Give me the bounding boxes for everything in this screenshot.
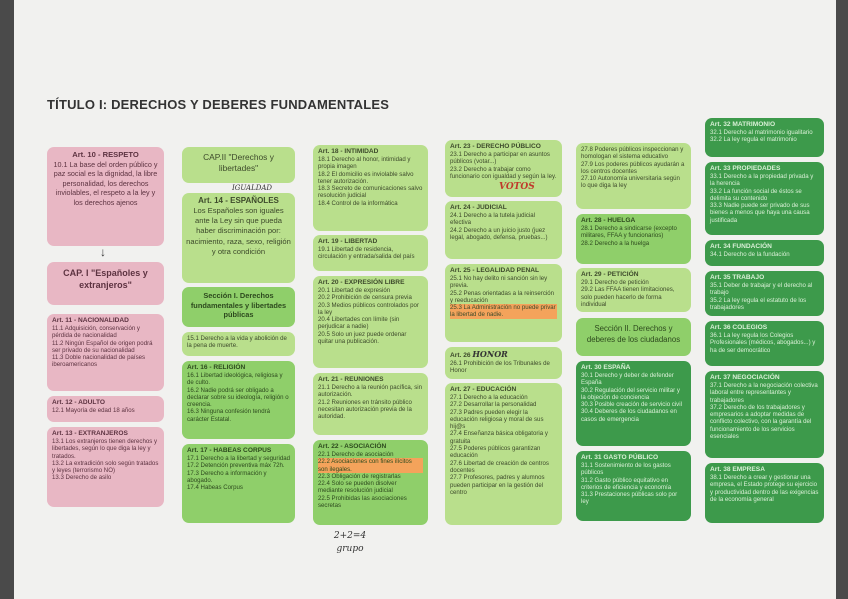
art33-line: 33.2 La función social de éstos se delimita su contenido xyxy=(710,187,802,202)
handwritten-igualdad: IGUALDAD xyxy=(232,184,273,192)
art21-heading: Art. 21 - REUNIONES xyxy=(318,376,384,383)
cap1-label: CAP. I "Españoles y extranjeros" xyxy=(63,268,148,290)
art22-line: 22.3 Obligación de registrarlas xyxy=(318,472,401,480)
art38-card xyxy=(705,463,824,523)
art13-card xyxy=(47,427,164,507)
art33-line: 33.1 Derecho a la propiedad privada y la herencia xyxy=(710,173,814,188)
art22-line: 22.1 Derecho de asociación xyxy=(318,451,394,458)
art30-line: 30.2 Regulación del servicio militar y la objeción de conciencia xyxy=(581,386,680,401)
art12-heading: Art. 12 - ADULTO xyxy=(52,399,105,406)
art16-card xyxy=(182,361,295,439)
art15-line: 15.1 Derecho a la vida y abolición de la pena de muerte. xyxy=(187,335,287,350)
art13-line: 13.1 Los extranjeros tienen derechos y libertades, según lo que diga la ley y tratados. xyxy=(52,438,158,460)
art37-heading: Art. 37 NEGOCIACIÓN xyxy=(710,374,780,381)
art36-heading: Art. 36 COLEGIOS xyxy=(710,324,768,331)
art17-line: 17.1 Derecho a la libertad y seguridad xyxy=(187,455,290,462)
art19-line: 19.1 Libertad de residencia, circulación y entrada/salida del país xyxy=(318,246,415,261)
art23-card xyxy=(445,140,562,197)
art16-heading: Art. 16 - RELIGIÓN xyxy=(187,364,246,371)
art28-card xyxy=(576,214,691,264)
art10-card xyxy=(47,147,164,246)
art17-card xyxy=(182,444,295,523)
art27-line: 27.10 Autonomía universitaria según lo que diga la ley xyxy=(581,175,680,190)
art27-line: 27.6 Libertad de creación de centros docentes xyxy=(450,459,549,474)
art33-line: 33.3 Nadie puede ser privado de sus bienes a menos que haya una causa justificada xyxy=(710,202,810,224)
art20-line: 20.2 Prohibición de censura previa xyxy=(318,294,412,302)
art30-heading: Art. 30 ESPAÑA xyxy=(581,364,631,371)
art26-heading: Art. 26 xyxy=(450,352,471,359)
art33-card xyxy=(705,162,824,235)
cap1-card xyxy=(47,262,164,305)
art17-line: 17.2 Detención preventiva máx 72h. xyxy=(187,462,285,470)
art21-line: 21.1 Derecho a la reunión pacífica, sin autorización. xyxy=(318,384,422,399)
art36-line: 36.1 La ley regula los Colegios Profesionales (médicos, abogados...) y ha de ser democrático xyxy=(710,332,816,354)
handwritten-votos: VOTOS xyxy=(499,182,535,192)
art13-line: 13.3 Derecho de asilo xyxy=(52,474,112,482)
art22-card xyxy=(313,440,428,525)
art11-heading: Art. 11 - NACIONALIDAD xyxy=(52,317,129,324)
art25-card xyxy=(445,264,562,342)
art38-heading: Art. 38 EMPRESA xyxy=(710,466,765,473)
art11-line: 11.1 Adquisición, conservación y pérdida de nacionalidad xyxy=(52,325,140,340)
art24-line: 24.2 Derecho a un juicio justo (juez legal, abogado, defensa, pruebas...) xyxy=(450,226,548,241)
art27-heading: Art. 27 - EDUCACIÓN xyxy=(450,386,517,393)
art10-text: 10.1 La base del orden público y paz social es la dignidad, la libre personalidad, los derechos inviolables, el respeto a la ley y los derechos ajenos xyxy=(53,160,158,207)
art25-line: 25.2 Penas orientadas a la reinserción y reeducación xyxy=(450,289,554,304)
section1-card xyxy=(182,287,295,327)
art20-line: 20.3 Medios públicos controlados por la ley xyxy=(318,301,419,316)
art30-card xyxy=(576,361,691,446)
art21-line: 21.2 Reuniones en tránsito público necesitan autorización previa de la autoridad. xyxy=(318,398,412,421)
art29-line: 29.2 Las FFAA tienen limitaciones, solo pueden hacerlo de forma individual xyxy=(581,286,675,308)
art37-line: 37.2 Derecho de los trabajadores y empresarios a adoptar medidas de conflicto colectivo, con la garantía del funcionamiento de los servicios esenciales xyxy=(710,403,812,441)
art20-heading: Art. 20 - EXPRESIÓN LIBRE xyxy=(318,279,405,286)
art27-line: 27.7 Profesores, padres y alumnos pueden participar en la gestión del centro xyxy=(450,474,545,496)
art24-heading: Art. 24 - JUDICIAL xyxy=(450,204,507,211)
art36-card xyxy=(705,321,824,366)
handwritten-honor: HONOR xyxy=(472,349,508,359)
art25-heading: Art. 25 - LEGALIDAD PENAL xyxy=(450,267,540,274)
art31-card xyxy=(576,451,691,521)
art31-line: 31.2 Gasto público equitativo en criterios de eficiencia y economía xyxy=(581,476,672,491)
art29-card xyxy=(576,268,691,312)
art18-line: 18.2 El domicilio es inviolable salvo tener autorización. xyxy=(318,170,414,185)
art13-heading: Art. 13 - EXTRANJEROS xyxy=(52,430,128,437)
art28-line: 28.1 Derecho a sindicarse (excepto militares, FFAA y funcionarios) xyxy=(581,225,677,240)
art35-line: 35.2 La ley regula el estatuto de los trabajadores xyxy=(710,296,807,311)
art34-card xyxy=(705,240,824,266)
art19-card xyxy=(313,235,428,271)
art30-line: 30.3 Posible creación de servicio civil xyxy=(581,401,682,409)
art18-line: 18.3 Secreto de comunicaciones salvo resolución judicial xyxy=(318,185,423,200)
art33-heading: Art. 33 PROPIEDADES xyxy=(710,165,781,172)
art21-card xyxy=(313,373,428,435)
art27-card xyxy=(445,383,562,525)
art15-card xyxy=(182,332,295,356)
art27-line: 27.5 Poderes públicos garantizan educación xyxy=(450,445,541,460)
art37-line: 37.1 Derecho a la negociación colectiva laboral entre representantes y trabajadores xyxy=(710,382,818,404)
art27-line: 27.3 Padres pueden elegir la educación religiosa y moral de sus hij@s xyxy=(450,408,544,431)
cap2-label: CAP.II "Derechos y libertades" xyxy=(203,152,274,173)
art16-line: 16.2 Nadie podrá ser obligado a declarar sobre su ideología, religión o creencia. xyxy=(187,386,289,409)
art25-line: 25.1 No hay delito ni sanción sin ley previa. xyxy=(450,275,548,290)
art28-line: 28.2 Derecho a la huelga xyxy=(581,239,650,247)
art20-line: 20.4 Libertades con límite (sin perjudicar a nadie) xyxy=(318,316,400,331)
art11-line: 11.2 Ningún Español de origen podrá ser privado de su nacionalidad xyxy=(52,339,153,354)
cap2-card xyxy=(182,147,295,183)
art24-card xyxy=(445,201,562,259)
art38-line: 38.1 Derecho a crear y gestionar una empresa, el Estado protege su ejercicio y productividad dentro de las exigencias de la economía general xyxy=(710,474,819,503)
art27-line: 27.8 Poderes públicos inspeccionan y homologan el sistema educativo xyxy=(581,146,684,161)
art27-continued-card xyxy=(576,143,691,209)
art31-heading: Art. 31 GASTO PÚBLICO xyxy=(581,454,659,461)
art32-line: 32.2 La ley regula el matrimonio xyxy=(710,136,797,144)
art32-heading: Art. 32 MATRIMONIO xyxy=(710,121,776,128)
art35-line: 35.1 Deber de trabajar y el derecho al trabajo xyxy=(710,282,813,297)
art11-card xyxy=(47,314,164,391)
handwritten-note: 2+2=4 grupo xyxy=(333,531,367,554)
art12-line: 12.1 Mayoría de edad 18 años xyxy=(52,407,135,414)
art17-heading: Art. 17 - HABEAS CORPUS xyxy=(187,447,272,454)
art10-heading: Art. 10 - RESPETO xyxy=(72,150,139,159)
art35-card xyxy=(705,271,824,316)
art30-line: 30.4 Deberes de los ciudadanos en casos de emergencia xyxy=(581,408,677,423)
art30-line: 30.1 Derecho y deber de defender España xyxy=(581,372,674,387)
art14-text: Los Españoles son iguales ante la Ley sin que pueda haber discriminación por: nacimiento, raza, sexo, religión y otra condición xyxy=(186,206,291,256)
art27-line: 27.9 Los poderes públicos ayudarán a los centros docentes xyxy=(581,160,685,175)
art20-line: 20.1 Libertad de expresión xyxy=(318,287,391,294)
art19-heading: Art. 19 - LIBERTAD xyxy=(318,238,378,245)
art16-line: 16.3 Ninguna confesión tendrá carácter Estatal. xyxy=(187,408,271,423)
art28-heading: Art. 28 - HUELGA xyxy=(581,217,636,224)
art17-line: 17.3 Derecho a información y abogado. xyxy=(187,469,267,484)
art11-line: 11.3 Doble nacionalidad de países iberoamericanos xyxy=(52,354,146,369)
art14-heading: Art. 14 - ESPAÑOLES xyxy=(198,196,279,205)
art32-card xyxy=(705,118,824,157)
page-title: TÍTULO I: DERECHOS Y DEBERES FUNDAMENTALES xyxy=(47,97,390,112)
art26-card xyxy=(445,347,562,379)
art24-line: 24.1 Derecho a la tutela judicial efectiva xyxy=(450,212,536,227)
art23-line: 23.1 Derecho a participar en asuntos públicos (votar...) xyxy=(450,151,550,166)
art26-line: 26.1 Prohibición de los Tribunales de Honor xyxy=(450,360,550,375)
art18-card xyxy=(313,145,428,231)
art18-heading: Art. 18 - INTIMIDAD xyxy=(318,148,379,155)
art23-heading: Art. 23 - DERECHO PÚBLICO xyxy=(450,143,541,150)
art32-line: 32.1 Derecho al matrimonio igualitario xyxy=(710,129,813,136)
art31-line: 31.3 Prestaciones públicas solo por ley xyxy=(581,491,678,506)
art27-line: 27.4 Enseñanza básica obligatoria y gratuita xyxy=(450,430,548,445)
art23-line: 23.2 Derecho a trabajar como funcionario con igualdad y según la ley. xyxy=(450,165,557,180)
art20-card xyxy=(313,276,428,368)
art20-line: 20.5 Solo un juez puede ordenar quitar una publicación. xyxy=(318,330,407,346)
art12-card xyxy=(47,396,164,422)
art34-heading: Art. 34 FUNDACIÓN xyxy=(710,243,772,250)
art29-heading: Art. 29 - PETICIÓN xyxy=(581,271,639,278)
art25-line-highlighted: 25.3 La Administración no puede privar la libertad de nadie. xyxy=(450,304,556,319)
down-arrow-icon: ↓ xyxy=(100,245,106,259)
art29-line: 29.1 Derecho de petición xyxy=(581,279,649,286)
art37-card xyxy=(705,371,824,458)
section1-label: Sección I. Derechos fundamentales y libertades públicas xyxy=(190,291,287,319)
art17-line: 17.4 Habeas Corpus xyxy=(187,484,243,492)
art35-heading: Art. 35 TRABAJO xyxy=(710,274,765,281)
art31-line: 31.1 Sostenimiento de los gastos públicos xyxy=(581,462,671,477)
art18-line: 18.4 Control de la informática xyxy=(318,199,398,207)
art22-heading: Art. 22 - ASOCIACIÓN xyxy=(318,443,387,450)
art22-line-highlighted: 22.2 Asociaciones con fines ilícitos son ilegales. xyxy=(318,458,423,473)
art27-line: 27.2 Desarrollar la personalidad xyxy=(450,401,537,409)
art27-line: 27.1 Derecho a la educación xyxy=(450,394,528,401)
art16-line: 16.1 Libertad ideológica, religiosa y de culto. xyxy=(187,372,283,387)
art18-line: 18.1 Derecho al honor, intimidad y propia imagen xyxy=(318,156,411,171)
section2-label: Sección II. Derechos y deberes de los ciudadanos xyxy=(586,324,681,344)
art22-line: 22.4 Solo se pueden disolver mediante resolución judicial xyxy=(318,480,397,495)
art14-card xyxy=(182,193,295,283)
art13-line: 13.2 La extradición solo según tratados y leyes (terrorismo NO) xyxy=(52,459,159,475)
art34-line: 34.1 Derecho de la fundación xyxy=(710,251,790,258)
section2-card xyxy=(576,318,691,356)
art22-line: 22.5 Prohibidas las asociaciones secretas xyxy=(318,494,407,510)
